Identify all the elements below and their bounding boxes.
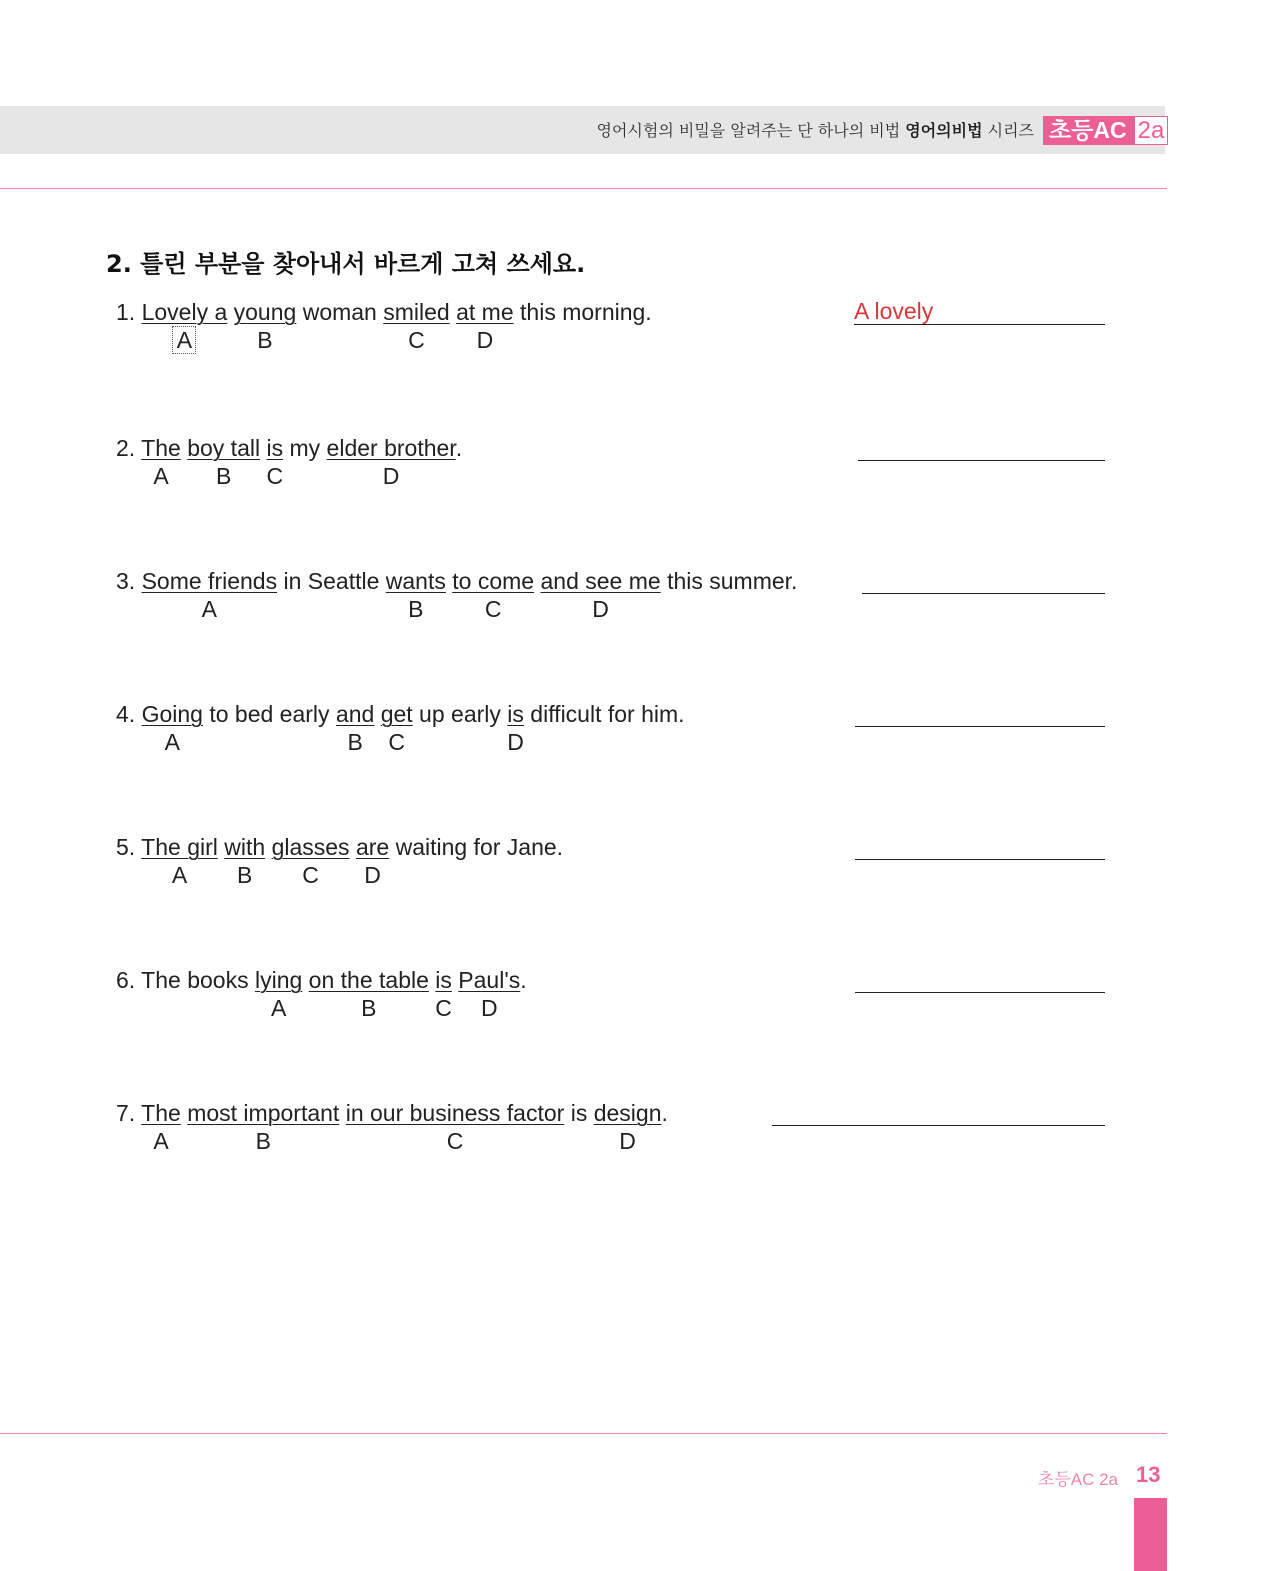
question-number: 4. (116, 701, 136, 727)
series-level-label: 2a (1134, 116, 1169, 145)
underlined-segment: wants (385, 568, 446, 594)
choice-letter-b: B (361, 995, 377, 1021)
answer-blank[interactable] (855, 859, 1105, 860)
sentence-text: . (455, 435, 463, 461)
header-tagline (540, 118, 1034, 141)
underlined-segment: elder brother (326, 435, 456, 461)
choice-letter-d: D (619, 1128, 636, 1154)
choice-letter-c: C (408, 327, 425, 353)
question-sentence (116, 966, 527, 994)
choice-letter-a: A (172, 326, 196, 354)
underlined-segment: young (233, 299, 297, 325)
section-title: 2. 틀린 부분을 찾아내서 바르게 고쳐 쓰세요. (106, 250, 586, 278)
sentence-text: up early (412, 701, 508, 727)
sentence-text: woman (296, 299, 384, 325)
answer-blank[interactable] (862, 593, 1105, 594)
sentence-text: this summer. (660, 568, 798, 594)
question-number: 7. (116, 1100, 136, 1126)
bottom-divider (0, 1433, 1167, 1434)
tagline-text: 영어시험의 비밀을 알려주는 단 하나의 비법 (596, 121, 901, 140)
answer-blank[interactable] (855, 992, 1105, 993)
underlined-segment: Paul's (458, 967, 521, 993)
choice-letter-c: C (266, 463, 284, 489)
sentence-text: to bed early (202, 701, 336, 727)
question-sentence (116, 434, 462, 462)
choice-letter-a: A (201, 596, 217, 622)
sentence-text: difficult for him. (523, 701, 685, 727)
choice-letter-a: A (270, 995, 287, 1021)
choice-letter-a: A (164, 729, 180, 755)
sentence-text: is (564, 1100, 594, 1126)
choice-letter-a: A (153, 463, 169, 489)
question-number: 1. (116, 299, 136, 325)
page-number: 13 (1136, 1462, 1161, 1487)
sentence-text: my (283, 435, 327, 461)
question-number: 6. (116, 967, 136, 993)
top-divider (0, 188, 1167, 189)
choice-letter-b: B (408, 596, 424, 622)
underlined-segment: and (335, 701, 375, 727)
choice-letter-d: D (592, 596, 609, 622)
choice-letters (116, 462, 916, 490)
answer-blank[interactable] (855, 726, 1105, 727)
choice-letter-c: C (435, 995, 452, 1021)
underlined-segment: glasses (271, 834, 350, 860)
underlined-segment: on the table (308, 967, 429, 993)
answer-text: A lovely (854, 298, 934, 324)
question-number: 5. (116, 834, 136, 860)
underlined-segment: The girl (141, 834, 218, 860)
question-number: 3. (116, 568, 136, 594)
series-main-label: 초등AC (1043, 116, 1134, 145)
brand-name: 영어의비법 (905, 121, 983, 140)
choice-letter-b: B (347, 729, 363, 755)
choice-letter-b: B (255, 1128, 271, 1154)
question-sentence (116, 298, 652, 326)
choice-letter-d: D (364, 862, 381, 888)
underlined-segment: to come (452, 568, 535, 594)
underlined-segment: are (355, 834, 390, 860)
underlined-segment: The (141, 1100, 181, 1126)
sentence-text: . (520, 967, 527, 993)
underlined-segment: most important (187, 1100, 340, 1126)
answer-blank[interactable] (858, 460, 1105, 461)
underlined-segment: design (593, 1100, 662, 1126)
sentence-text: waiting for Jane. (389, 834, 564, 860)
underlined-segment: is (435, 967, 452, 993)
sentence-text: in Seattle (277, 568, 386, 594)
choice-letter-c: C (302, 862, 319, 888)
underlined-segment: in our business factor (345, 1100, 565, 1126)
question-sentence (116, 833, 563, 861)
choice-letter-c: C (446, 1128, 464, 1154)
question-sentence (116, 567, 797, 595)
series-badge (1043, 116, 1168, 145)
choice-letter-d: D (507, 729, 524, 755)
choice-letters (116, 1127, 916, 1155)
underlined-segment: is (266, 435, 284, 461)
underlined-segment: Going (141, 701, 203, 727)
underlined-segment: at me (456, 299, 514, 325)
underlined-segment: Some friends (141, 568, 278, 594)
choice-letters (116, 861, 916, 889)
choice-letters (116, 595, 916, 623)
choice-letter-a: A (153, 1128, 169, 1154)
sentence-text: . (661, 1100, 668, 1126)
page-tab-marker (1134, 1498, 1167, 1571)
underlined-segment: get (380, 701, 413, 727)
choice-letter-c: C (484, 596, 502, 622)
underlined-segment: lying (254, 967, 303, 993)
answer-blank[interactable] (772, 1125, 1105, 1126)
underlined-segment: smiled (383, 299, 450, 325)
underlined-segment: Lovely a (141, 299, 228, 325)
choice-letter-a: A (171, 862, 188, 888)
sentence-text: this morning. (513, 299, 652, 325)
underlined-segment: with (224, 834, 266, 860)
choice-letter-d: D (476, 327, 494, 353)
underlined-segment: The (141, 435, 181, 461)
choice-letters (116, 994, 916, 1022)
choice-letters (116, 326, 916, 354)
choice-letters (116, 728, 916, 756)
choice-letter-d: D (382, 463, 400, 489)
series-word: 시리즈 (987, 121, 1034, 140)
footer-series-label: 초등AC 2a (1037, 1470, 1118, 1489)
underlined-segment: boy tall (187, 435, 261, 461)
question-sentence (116, 1099, 668, 1127)
choice-letter-b: B (237, 862, 253, 888)
sentence-text: The books (141, 967, 255, 993)
underlined-segment: and see me (540, 568, 661, 594)
choice-letter-c: C (388, 729, 405, 755)
choice-letter-b: B (215, 463, 232, 489)
choice-letter-d: D (480, 995, 498, 1021)
choice-letter-b: B (257, 327, 273, 353)
question-number: 2. (116, 435, 136, 461)
underlined-segment: is (507, 701, 524, 727)
question-sentence (116, 700, 685, 728)
